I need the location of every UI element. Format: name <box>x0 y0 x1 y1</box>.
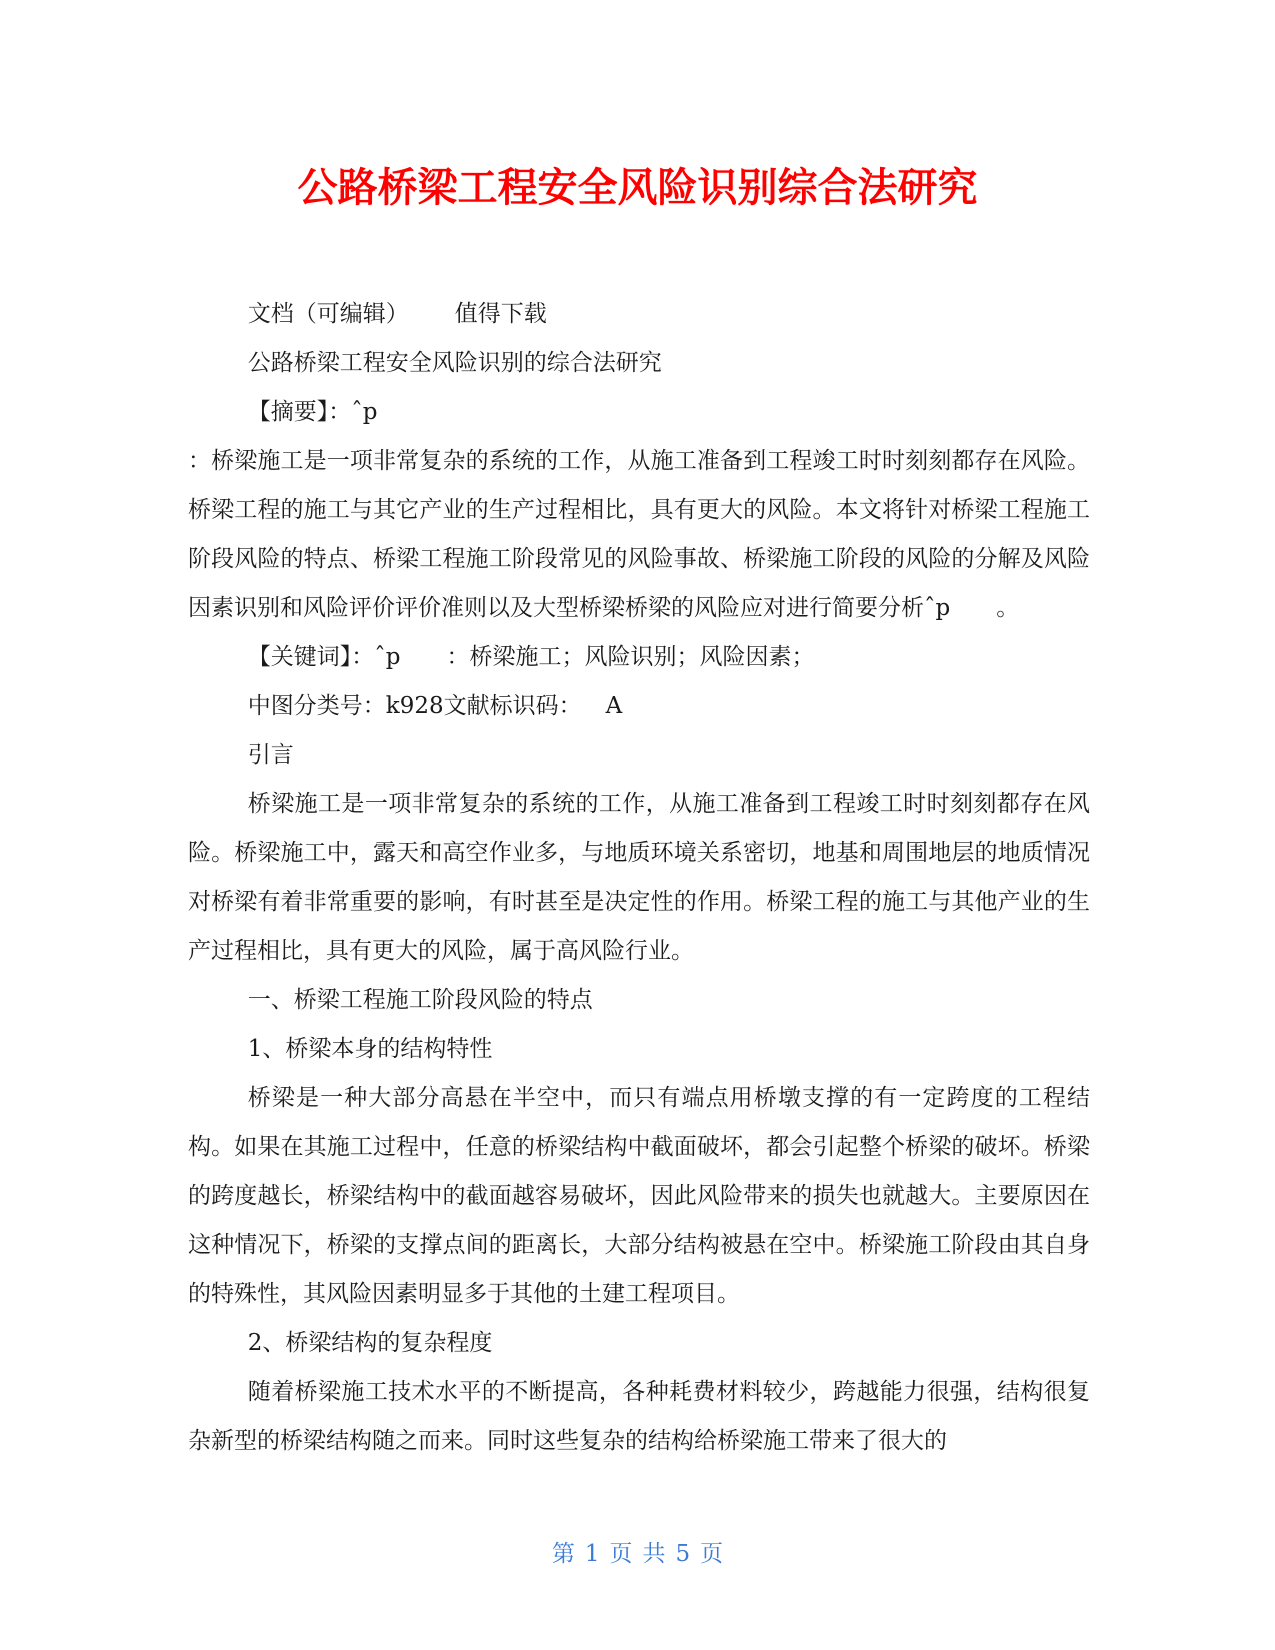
classification-line <box>188 682 1090 731</box>
abstract-text <box>188 437 1090 633</box>
subsection-heading-1: 1、桥梁本身的结构特性 <box>247 1036 493 1062</box>
intro-heading: 引言 <box>247 742 294 768</box>
footer-total-unit: 页 <box>700 1541 724 1567</box>
footer-page-word: 第 <box>551 1541 575 1567</box>
page-footer <box>0 1538 1275 1570</box>
intro-paragraph: 桥梁施工是一项非常复杂的系统的工作，从施工准备到工程竣工时时刻刻都存在风险。桥梁施工中，露天和高空作业多，与地质环境关系密切，地基和周围地层的地质情况对桥梁有着非常重要的影响，有时甚至是决定性的作用。桥梁工程的施工与其他产业的生产过程相比，具有更大的风险，属于高风险行业。 <box>188 791 1090 964</box>
keywords-line <box>188 633 1090 682</box>
header-line <box>188 290 1090 339</box>
footer-page-unit: 页 <box>609 1541 633 1567</box>
document-body <box>188 290 1090 1466</box>
footer-total-number: 5 <box>675 1541 691 1567</box>
section-heading-1: 一、桥梁工程施工阶段风险的特点 <box>247 987 593 1013</box>
keywords-value: ：桥梁施工；风险识别；风险因素； <box>446 644 815 670</box>
footer-page-number: 1 <box>584 1541 600 1567</box>
download-label: 值得下载 <box>454 301 547 327</box>
classification-text: 中图分类号：k928文献标识码： <box>247 693 582 719</box>
subsection-heading-2: 2、桥梁结构的复杂程度 <box>247 1330 493 1356</box>
footer-total-word: 共 <box>642 1541 666 1567</box>
abstract-body: ：桥梁施工是一项非常复杂的系统的工作，从施工准备到工程竣工时时刻刻都存在风险。桥梁工程的施工与其它产业的生产过程相比，具有更大的风险。本文将针对桥梁工程施工阶段风险的特点、桥梁工程施工阶段常见的风险事故、桥梁施工阶段的风险的分解及风险因素识别和风险评价评价准则以及大型桥梁桥梁的风险应对进行简要分析ˆp <box>188 448 1090 621</box>
abstract-end: 。 <box>996 595 1020 621</box>
subsection-paragraph-1: 桥梁是一种大部分高悬在半空中，而只有端点用桥墩支撑的有一定跨度的工程结构。如果在其施工过程中，任意的桥梁结构中截面破坏，都会引起整个桥梁的破坏。桥梁的跨度越长，桥梁结构中的截面越容易破坏，因此风险带来的损失也就越大。主要原因在这种情况下，桥梁的支撑点间的距离长，大部分结构被悬在空中。桥梁施工阶段由其自身的特殊性，其风险因素明显多于其他的土建工程项目。 <box>188 1085 1090 1307</box>
subsection-paragraph-2: 随着桥梁施工技术水平的不断提高，各种耗费材料较少，跨越能力很强，结构很复杂新型的桥梁结构随之而来。同时这些复杂的结构给桥梁施工带来了很大的 <box>188 1379 1090 1454</box>
editable-label: 文档（可编辑） <box>247 301 409 327</box>
document-subtitle: 公路桥梁工程安全风险识别的综合法研究 <box>247 350 662 376</box>
keywords-label: 【关键词】：ˆp <box>247 644 401 670</box>
document-title: 公路桥梁工程安全风险识别综合法研究 <box>297 165 978 211</box>
abstract-label: 【摘要】：ˆp <box>247 399 378 425</box>
document-code: A <box>605 693 623 719</box>
